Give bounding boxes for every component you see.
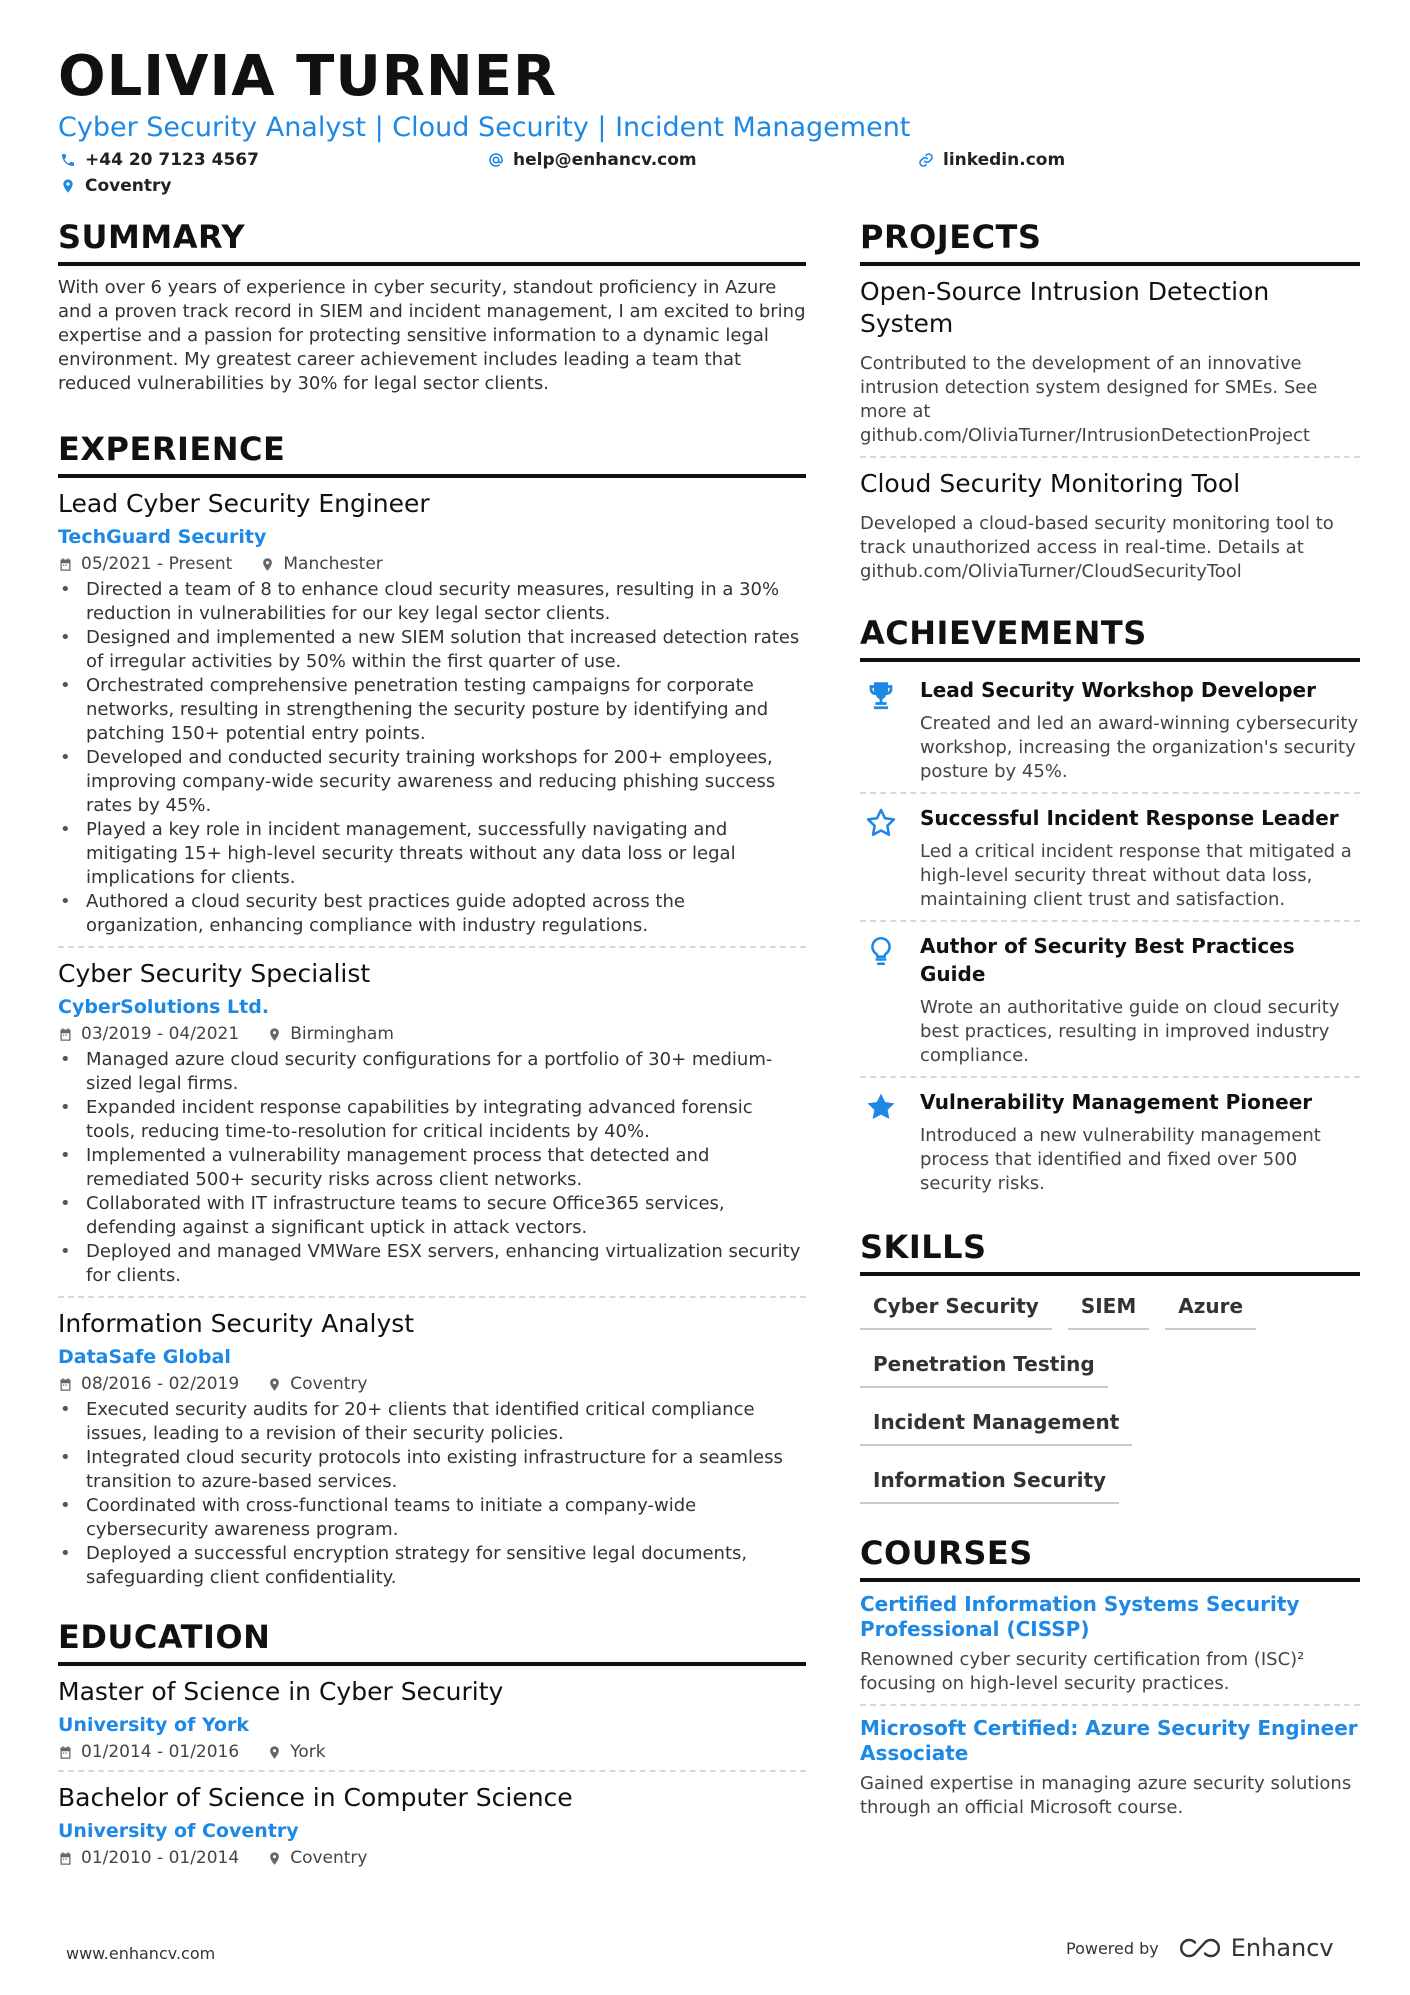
job-meta [58, 1374, 806, 1394]
left-column [58, 218, 806, 1868]
education-section [58, 1618, 806, 1868]
achievement-item [860, 1088, 1360, 1196]
divider [860, 1076, 1360, 1078]
footer-website[interactable]: www.enhancv.com [66, 1944, 216, 1963]
project-title: Open-Source Intrusion Detection System [860, 277, 1270, 338]
bullet-item: • Orchestrated comprehensive penetration testing campaigns for corporate networks, resulting in strengthening the security posture by identifying and patching 150+ potential entry points. [58, 674, 806, 746]
job-entry [58, 958, 806, 1288]
bullet-item: • Executed security audits for 20+ clients that identified critical compliance issues, leading to a revision of their security policies. [58, 1398, 806, 1446]
achievement-title: Vulnerability Management Pioneer [920, 1090, 1313, 1114]
contact-email[interactable] [488, 150, 697, 170]
divider [58, 1770, 806, 1772]
brand-name: Enhancv [1230, 1934, 1334, 1962]
location-pin-icon [260, 557, 275, 572]
company-name: TechGuard Security [58, 526, 267, 548]
project-description: Developed a cloud-based security monitoring tool to track unauthorized access in real-time. Details at github.com/OliviaTurner/CloudSecurityTool [860, 513, 1334, 582]
skills-section [860, 1228, 1360, 1504]
education-meta [58, 1742, 806, 1762]
job-bullets [58, 578, 806, 938]
star-outline-icon [864, 806, 898, 840]
job-meta [58, 554, 806, 574]
project-entry [860, 468, 1360, 584]
job-title: Cyber Security Specialist [58, 959, 371, 988]
project-description: Contributed to the development of an innovative intrusion detection system designed for SMEs. See more at github.com/OliviaTurner/IntrusionDetectionProject [860, 353, 1318, 446]
skill-tag: Cyber Security [860, 1286, 1052, 1330]
education-heading: EDUCATION [58, 1618, 806, 1666]
divider [860, 792, 1360, 794]
education-meta [58, 1848, 806, 1868]
education-dates: 01/2010 - 01/2014 [58, 1848, 239, 1868]
job-title: Lead Cyber Security Engineer [58, 489, 430, 518]
course-entry [860, 1592, 1360, 1696]
calendar-icon [58, 557, 73, 572]
location-pin-icon [267, 1377, 282, 1392]
brand-logo[interactable] [1177, 1934, 1334, 1962]
company-name: CyberSolutions Ltd. [58, 996, 270, 1018]
degree-title: Bachelor of Science in Computer Science [58, 1783, 573, 1812]
job-bullets [58, 1398, 806, 1590]
job-entry [58, 1308, 806, 1590]
course-entry [860, 1716, 1360, 1820]
course-description: Renowned cyber security certification from (ISC)² focusing on high-level security practices. [860, 1649, 1305, 1694]
course-description: Gained expertise in managing azure security solutions through an official Microsoft course. [860, 1773, 1352, 1818]
bullet-item: • Deployed and managed VMWare ESX servers, enhancing virtualization security for clients. [58, 1240, 806, 1288]
calendar-icon [58, 1851, 73, 1866]
courses-heading: COURSES [860, 1534, 1360, 1582]
achievements-section [860, 614, 1360, 1196]
skill-tag: Azure [1165, 1286, 1256, 1330]
headline: Cyber Security Analyst | Cloud Security | Incident Management [58, 112, 911, 143]
phone-text: +44 20 7123 4567 [85, 150, 259, 170]
bullet-item: • Authored a cloud security best practices guide adopted across the organization, enhancing compliance with industry regulations. [58, 890, 806, 938]
job-location: Coventry [267, 1374, 367, 1394]
skill-tag: SIEM [1068, 1286, 1149, 1330]
right-column [860, 218, 1360, 1820]
job-location: Birmingham [267, 1024, 394, 1044]
achievement-title: Author of Security Best Practices Guide [920, 934, 1295, 986]
bullet-item: • Expanded incident response capabilities by integrating advanced forensic tools, reducing time-to-resolution for critical incidents by 40%. [58, 1096, 806, 1144]
skills-list [860, 1286, 1360, 1504]
email-text: help@enhancv.com [513, 150, 697, 170]
bullet-item: • Coordinated with cross-functional teams to initiate a company-wide cybersecurity awareness program. [58, 1494, 806, 1542]
calendar-icon [58, 1745, 73, 1760]
star-filled-icon [864, 1090, 898, 1124]
candidate-name: OLIVIA TURNER [58, 44, 558, 109]
enhancv-logo-icon [1177, 1936, 1223, 1960]
bullet-item: • Collaborated with IT infrastructure teams to secure Office365 services, defending against a significant uptick in attack vectors. [58, 1192, 806, 1240]
projects-heading: PROJECTS [860, 218, 1360, 266]
summary-text: With over 6 years of experience in cyber security, standout proficiency in Azure and a proven track record in SIEM and incident management, I am excited to bring expertise and a passion for protecting sensitive information to a dynamic legal environment. My greatest career achievement includes leading a team that reduced vulnerabilities by 30% for legal sector clients. [58, 277, 806, 394]
education-entry [58, 1676, 806, 1762]
calendar-icon [58, 1377, 73, 1392]
divider [860, 920, 1360, 922]
link-icon [918, 152, 934, 168]
course-title: Microsoft Certified: Azure Security Engineer Associate [860, 1716, 1358, 1765]
contact-linkedin[interactable] [918, 150, 1065, 170]
course-title: Certified Information Systems Security Professional (CISSP) [860, 1592, 1300, 1641]
bullet-item: • Played a key role in incident management, successfully navigating and mitigating 15+ high-level security threats without any data loss or legal implications for clients. [58, 818, 806, 890]
achievement-description: Introduced a new vulnerability management process that identified and fixed over 500 security risks. [920, 1125, 1321, 1194]
achievement-item [860, 804, 1360, 912]
location-pin-icon [60, 178, 76, 194]
skill-tag: Penetration Testing [860, 1344, 1108, 1388]
achievement-item [860, 932, 1360, 1068]
bullet-item: • Directed a team of 8 to enhance cloud security measures, resulting in a 30% reduction in vulnerabilities for our key legal sector clients. [58, 578, 806, 626]
school-name: University of York [58, 1714, 250, 1736]
education-dates: 01/2014 - 01/2016 [58, 1742, 239, 1762]
location-pin-icon [267, 1851, 282, 1866]
footer-branding [1066, 1934, 1334, 1962]
experience-heading: EXPERIENCE [58, 430, 806, 478]
at-icon [488, 152, 504, 168]
projects-section [860, 218, 1360, 584]
skills-heading: SKILLS [860, 1228, 1360, 1276]
contact-phone[interactable] [60, 150, 259, 170]
education-location: York [267, 1742, 325, 1762]
skill-tag: Incident Management [860, 1402, 1132, 1446]
skill-tag: Information Security [860, 1460, 1119, 1504]
achievements-heading: ACHIEVEMENTS [860, 614, 1360, 662]
school-name: University of Coventry [58, 1820, 299, 1842]
bullet-item: • Designed and implemented a new SIEM solution that increased detection rates of irregular activities by 50% within the first quarter of use. [58, 626, 806, 674]
divider [860, 1704, 1360, 1706]
degree-title: Master of Science in Cyber Security [58, 1677, 504, 1706]
bullet-item: • Implemented a vulnerability management process that detected and remediated 500+ security risks across client networks. [58, 1144, 806, 1192]
achievement-description: Wrote an authoritative guide on cloud security best practices, resulting in improved industry compliance. [920, 997, 1340, 1066]
divider [860, 456, 1360, 458]
experience-section [58, 430, 806, 1590]
job-dates: 05/2021 - Present [58, 554, 232, 574]
achievement-description: Created and led an award-winning cybersecurity workshop, increasing the organization's security posture by 45%. [920, 713, 1359, 782]
company-name: DataSafe Global [58, 1346, 231, 1368]
summary-heading: SUMMARY [58, 218, 806, 266]
contact-location [60, 176, 171, 196]
lightbulb-icon [864, 934, 898, 968]
trophy-icon [864, 678, 898, 712]
powered-by-text: Powered by [1066, 1938, 1159, 1958]
job-meta [58, 1024, 806, 1044]
achievement-description: Led a critical incident response that mitigated a high-level security threat without data loss, maintaining client trust and satisfaction. [920, 841, 1352, 910]
bullet-item: • Deployed a successful encryption strategy for sensitive legal documents, safeguarding client confidentiality. [58, 1542, 806, 1590]
project-title: Cloud Security Monitoring Tool [860, 469, 1241, 498]
bullet-item: • Developed and conducted security training workshops for 200+ employees, improving company-wide security awareness and reducing phishing success rates by 45%. [58, 746, 806, 818]
job-entry [58, 488, 806, 938]
job-location: Manchester [260, 554, 382, 574]
achievement-title: Lead Security Workshop Developer [920, 678, 1316, 702]
divider [58, 1296, 806, 1298]
education-entry [58, 1782, 806, 1868]
education-location: Coventry [267, 1848, 367, 1868]
summary-section [58, 218, 806, 396]
location-pin-icon [267, 1027, 282, 1042]
phone-icon [60, 152, 76, 168]
calendar-icon [58, 1027, 73, 1042]
bullet-item: • Integrated cloud security protocols into existing infrastructure for a seamless transition to azure-based services. [58, 1446, 806, 1494]
divider [58, 946, 806, 948]
job-dates: 08/2016 - 02/2019 [58, 1374, 239, 1394]
location-text: Coventry [85, 176, 172, 196]
job-dates: 03/2019 - 04/2021 [58, 1024, 239, 1044]
bullet-item: • Managed azure cloud security configurations for a portfolio of 30+ medium-sized legal firms. [58, 1048, 806, 1096]
achievement-item [860, 676, 1360, 784]
project-entry [860, 276, 1360, 448]
job-bullets [58, 1048, 806, 1288]
linkedin-text: linkedin.com [943, 150, 1066, 170]
courses-section [860, 1534, 1360, 1820]
achievement-title: Successful Incident Response Leader [920, 806, 1339, 830]
location-pin-icon [267, 1745, 282, 1760]
job-title: Information Security Analyst [58, 1309, 415, 1338]
